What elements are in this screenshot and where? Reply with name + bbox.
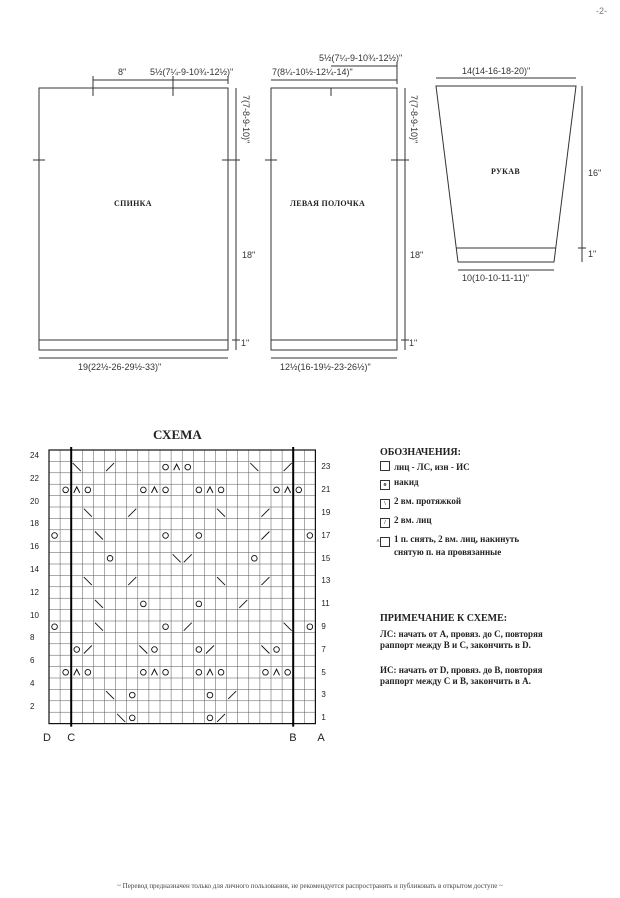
notes-title: ПРИМЕЧАНИЕ К СХЕМЕ: — [380, 613, 508, 624]
sleeve-length-dim: 16" — [588, 168, 602, 178]
yarn-over-icon — [274, 647, 280, 653]
sleeve-top-dim: 14(14-16-18-20)" — [462, 66, 531, 76]
back-side-dim: 18" — [242, 250, 256, 260]
ssk-icon — [84, 577, 92, 585]
legend-ssk: \ 2 вм. протяжкой — [380, 496, 590, 509]
double-decrease-icon — [74, 669, 80, 675]
sleeve-bottom-dim: 10(10-10-11-11)" — [462, 273, 529, 283]
yarn-over-icon — [307, 624, 313, 630]
k2tog-icon — [128, 509, 136, 517]
front-shoulder-dim: 5½(7¼-9-10¾-12½)" — [319, 53, 403, 63]
yarn-over-icon: o — [380, 480, 390, 490]
back-armhole-dim: 7(7-8-9-10)" — [241, 95, 251, 144]
row-number-left: 10 — [30, 610, 39, 620]
yarn-over-icon — [74, 647, 80, 653]
note-rs: ЛС: начать от А, провяз. до С, повторяя раппорт между В и С, закончить в D. — [380, 629, 543, 650]
row-number-left: 12 — [30, 587, 39, 597]
yarn-over-icon — [129, 692, 135, 698]
ssk-icon — [95, 600, 103, 608]
yarn-over-icon — [52, 533, 58, 539]
row-number-right: 19 — [321, 508, 331, 517]
k2tog-icon — [261, 577, 269, 585]
k2tog-icon — [217, 714, 225, 722]
ssk-icon — [84, 509, 92, 517]
front-armhole-dim: 7(7-8-9-10)" — [409, 95, 419, 144]
double-decrease-icon — [74, 487, 80, 493]
back-top-right-dim: 5½(7¼-9-10¾-12½)" — [150, 67, 234, 77]
ssk-icon — [73, 463, 81, 471]
legend-title: ОБОЗНАЧЕНИЯ: — [380, 447, 461, 458]
ssk-icon — [284, 623, 292, 631]
legend-double-dec: ^ 1 п. снять, 2 вм. лиц, накинуть снятую п. на провязанные — [376, 534, 520, 557]
yarn-over-icon — [63, 670, 69, 676]
double-decrease-icon — [151, 669, 157, 675]
ssk-icon — [139, 646, 147, 654]
row-number-right: 7 — [321, 644, 326, 654]
double-decrease-icon — [274, 669, 280, 675]
k2tog-icon — [228, 691, 236, 699]
row-number-right: 13 — [321, 576, 331, 586]
row-number-left: 2 — [30, 701, 35, 711]
yarn-over-icon — [196, 533, 202, 539]
yarn-over-icon — [274, 487, 280, 493]
k2tog-icon — [184, 623, 192, 631]
yarn-over-icon — [218, 487, 224, 493]
row-number-left: 16 — [30, 542, 39, 552]
yarn-over-icon — [307, 533, 313, 539]
legend-knit: лиц - ЛС, изн - ИС — [380, 461, 590, 473]
front-rib-dim: 1" — [409, 338, 418, 348]
ssk-icon — [95, 532, 103, 540]
legend-k2tog: / 2 вм. лиц — [380, 515, 590, 528]
yarn-over-icon — [207, 715, 213, 721]
yarn-over-icon — [141, 670, 147, 676]
yarn-over-icon — [63, 487, 69, 493]
column-letter-c: C — [67, 731, 76, 744]
k2tog-icon — [206, 646, 214, 654]
row-number-left: 8 — [30, 633, 35, 643]
yarn-over-icon — [296, 487, 302, 493]
row-number-left: 20 — [30, 496, 39, 506]
k2tog-icon — [84, 646, 92, 654]
yarn-over-icon — [163, 624, 169, 630]
yarn-over-icon — [185, 464, 191, 470]
empty-square-icon — [380, 461, 390, 471]
back-label: СПИНКА — [114, 199, 152, 208]
k2tog-icon — [261, 509, 269, 517]
ssk-icon — [95, 623, 103, 631]
yarn-over-icon — [196, 487, 202, 493]
note-ws: ИС: начать от D, провяз. до В, повторяя раппорт между С и В, закончить в А. — [380, 665, 543, 686]
back-top-left-dim: 8" — [118, 67, 127, 77]
yarn-over-icon — [107, 556, 113, 562]
k2tog-icon: / — [380, 518, 390, 528]
row-number-left: 14 — [30, 565, 39, 574]
yarn-over-icon — [163, 670, 169, 676]
k2tog-icon — [261, 532, 269, 540]
row-number-right: 3 — [321, 690, 326, 700]
row-number-left: 24 — [30, 451, 39, 460]
front-label: ЛЕВАЯ ПОЛОЧКА — [290, 199, 366, 208]
row-number-right: 9 — [321, 622, 326, 631]
k2tog-icon — [284, 463, 292, 471]
ssk-icon — [217, 577, 225, 585]
row-number-right: 1 — [321, 713, 326, 723]
double-decrease-icon — [207, 669, 213, 675]
front-bottom-dim: 12½(16-19½-23-26½)" — [280, 362, 371, 372]
row-number-left: 4 — [30, 679, 35, 688]
yarn-over-icon — [141, 601, 147, 607]
k2tog-icon — [106, 463, 114, 471]
yarn-over-icon — [85, 487, 91, 493]
yarn-over-icon — [163, 464, 169, 470]
double-decrease-icon: ^ — [380, 537, 390, 547]
legend-yarn-over: o накид — [380, 477, 590, 490]
yarn-over-icon — [196, 647, 202, 653]
row-number-left: 22 — [30, 473, 39, 483]
row-number-right: 11 — [321, 599, 330, 609]
page-number: -2- — [596, 6, 607, 16]
back-rib-dim: 1" — [241, 338, 250, 348]
yarn-over-icon — [163, 487, 169, 493]
yarn-over-icon — [218, 670, 224, 676]
column-letter-d: D — [43, 731, 51, 744]
footer-note: ~ Перевод предназначен только для личного пользования, не рекомендуется распространять и публиковать в открытом доступе ~ — [117, 882, 503, 890]
double-decrease-icon — [207, 487, 213, 493]
k2tog-icon — [239, 600, 247, 608]
column-letter-a: A — [317, 731, 325, 744]
ssk-icon — [173, 554, 181, 562]
sleeve-rib-dim: 1" — [588, 249, 597, 259]
column-letter-b: B — [289, 731, 297, 744]
yarn-over-icon — [196, 670, 202, 676]
yarn-over-icon — [196, 601, 202, 607]
row-number-left: 18 — [30, 519, 39, 529]
ssk-icon — [261, 646, 269, 654]
yarn-over-icon — [263, 670, 269, 676]
ssk-icon — [117, 714, 125, 722]
yarn-over-icon — [129, 715, 135, 721]
ssk-icon — [250, 463, 258, 471]
yarn-over-icon — [207, 692, 213, 698]
ssk-icon — [217, 509, 225, 517]
row-number-right: 5 — [321, 667, 326, 677]
yarn-over-icon — [252, 556, 258, 562]
ssk-icon: \ — [380, 499, 390, 509]
row-number-right: 21 — [321, 485, 331, 495]
double-decrease-icon — [285, 487, 291, 493]
yarn-over-icon — [285, 670, 291, 676]
yarn-over-icon — [163, 533, 169, 539]
chart-title: СХЕМА — [153, 427, 202, 442]
yarn-over-icon — [85, 670, 91, 676]
ssk-icon — [106, 691, 114, 699]
front-top-dim: 7(8¼-10½-12¼-14)" — [272, 67, 353, 77]
yarn-over-icon — [141, 487, 147, 493]
double-decrease-icon — [151, 487, 157, 493]
row-number-right: 17 — [321, 530, 331, 540]
row-number-right: 15 — [321, 553, 331, 563]
k2tog-icon — [184, 554, 192, 562]
back-bottom-dim: 19(22½-26-29½-33)" — [78, 362, 162, 372]
k2tog-icon — [128, 577, 136, 585]
double-decrease-icon — [174, 464, 180, 470]
row-number-left: 6 — [30, 656, 35, 666]
front-side-dim: 18" — [410, 250, 424, 260]
sleeve-label: РУКАВ — [491, 167, 520, 176]
row-number-right: 23 — [321, 462, 331, 472]
yarn-over-icon — [52, 624, 58, 630]
yarn-over-icon — [152, 647, 158, 653]
